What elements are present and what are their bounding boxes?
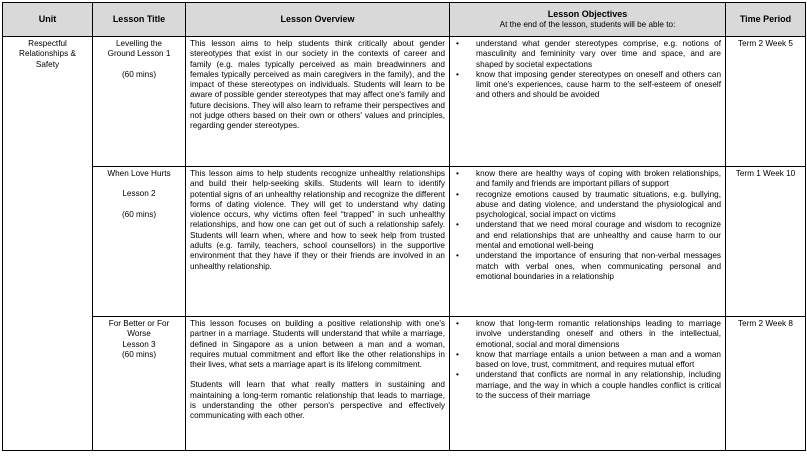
overview-paragraph: Students will learn that what really matters in sustaining and maintaining a long-term romantic relationship that leads to marriage, is understanding the other person's perspective and effectively communicating with each other. — [190, 380, 445, 421]
unit-cell: Respectful Relationships & Safety — [3, 37, 93, 451]
lesson-title-line: Levelling the — [116, 39, 162, 48]
objectives-list — [454, 319, 721, 401]
header-time-period: Time Period — [726, 3, 806, 37]
objectives-list — [454, 39, 721, 101]
time-period-cell: Term 2 Week 8 — [726, 317, 806, 451]
lesson-overview-cell — [186, 37, 450, 167]
time-period-cell: Term 2 Week 5 — [726, 37, 806, 167]
lesson-duration: (60 mins) — [121, 349, 157, 359]
lesson-title-line: When Love Hurts — [107, 169, 171, 178]
objective-item: • know that imposing gender stereotypes on oneself and others can limit one's experiences, cause harm to the self-esteem of oneself and others and should be avoided — [476, 70, 721, 101]
lesson-overview-cell — [186, 317, 450, 451]
lesson-objectives-cell — [450, 37, 726, 167]
objective-item: • understand that we need moral courage and wisdom to recognize and end relationships that are unhealthy and cause harm to our mental and emotional well-being — [476, 220, 721, 251]
header-lesson-objectives — [450, 3, 726, 37]
table-row — [3, 167, 806, 317]
header-lesson-overview: Lesson Overview — [186, 3, 450, 37]
table-row — [3, 317, 806, 451]
header-objectives-subtitle: At the end of the lesson, students will be able to: — [499, 20, 676, 29]
time-period-cell: Term 1 Week 10 — [726, 167, 806, 317]
lesson-title-line: Worse — [127, 329, 151, 339]
header-lesson-title: Lesson Title — [93, 3, 186, 37]
objective-item: • know that long-term romantic relationships leading to marriage involve understanding oneself and others in the intellectual, emotional, social and moral dimensions — [476, 319, 721, 350]
header-row — [3, 3, 806, 37]
lesson-title-line: For Better or For — [108, 319, 170, 328]
table-row — [3, 37, 806, 167]
lesson-title-line: Lesson 2 — [122, 189, 156, 199]
lesson-title-line: Lesson 3 — [122, 339, 156, 349]
overview-paragraph: This lesson aims to help students recognize unhealthy relationships and build their help-seeking skills. Students will learn to identify potential signs of an unhealthy relationship and recognize the different forms of dating violence. They will get to understand why dating violence occurs, why victims often feel “trapped” in such unhealthy relationships, and how one can get out of such a relationship safely. Students will learn when, where and how to seek help from trusted adults (e.g. family, teachers, school counsellors) in the supportive environment that they have if they or their friends are involved in an unhealthy relationship. — [190, 169, 445, 271]
lesson-objectives-cell — [450, 167, 726, 317]
overview-paragraph: This lesson aims to help students think critically about gender stereotypes that exist in our society in the contexts of career and family (e.g. males typically perceived as main breadwinners and females typically perceived as main caregivers in the family), and the impact of these stereotypes on individuals. Students will learn to be aware of possible gender stereotypes that may affect one's family and future decisions. They will also learn to reframe their perspectives and not judge others based on their own or others' values and principles, regarding gender stereotypes. — [190, 39, 445, 131]
objective-item: • recognize emotions caused by traumatic situations, e.g. bullying, abuse and dating violence, and understand the physiological and psychological, social impact on victims — [476, 190, 721, 221]
lesson-plan-table — [2, 2, 806, 451]
lesson-title-cell — [93, 317, 186, 451]
objective-item: • understand that conflicts are normal in any relationship, including marriage, and the way in which a couple handles conflict is critical to the success of their marriage — [476, 370, 721, 401]
header-objectives-title: Lesson Objectives — [547, 8, 628, 19]
overview-paragraph: This lesson focuses on building a positive relationship with one's partner in a marriage. Students will understand that while a marriage, defined in Singapore as a union between a man and a woman, requires mutual commitment and effort like the other relationships in their lives, what sets a marriage apart is its lifelong commitment. — [190, 319, 445, 370]
header-unit: Unit — [3, 3, 93, 37]
lesson-title-line: Ground Lesson 1 — [107, 49, 171, 59]
objective-item: • understand what gender stereotypes comprise, e.g. notions of masculinity and femininity vary over time and space, and are shaped by societal expectations — [476, 39, 721, 70]
objective-item: • know there are healthy ways of coping with broken relationships, and family and friends are important pillars of support — [476, 169, 721, 190]
objective-item: • understand the importance of ensuring that non-verbal messages match with verbal ones, when communicating personal and emotional boundaries in a relationship — [476, 251, 721, 282]
lesson-objectives-cell — [450, 317, 726, 451]
objective-item: • know that marriage entails a union between a man and a woman based on love, trust, commitment, and requires mutual effort — [476, 350, 721, 371]
lesson-title-cell — [93, 37, 186, 167]
lesson-duration: (60 mins) — [121, 209, 157, 219]
lesson-duration: (60 mins) — [121, 69, 157, 79]
objectives-list — [454, 169, 721, 282]
lesson-title-cell — [93, 167, 186, 317]
lesson-overview-cell — [186, 167, 450, 317]
